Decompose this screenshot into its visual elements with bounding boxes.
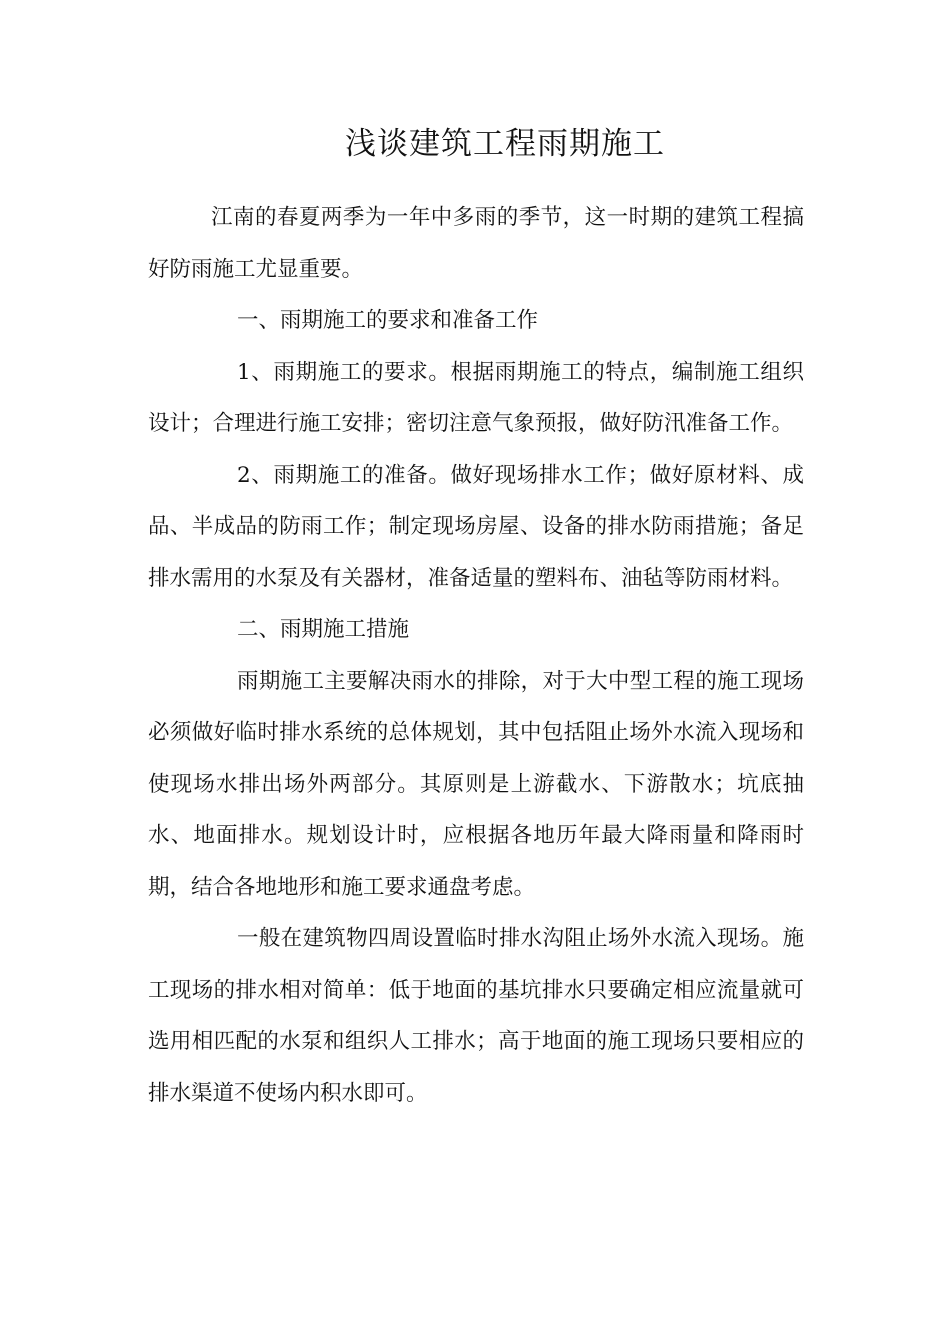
document-title: 浅谈建筑工程雨期施工 xyxy=(345,126,665,162)
paragraph-requirements: 1、雨期施工的要求。根据雨期施工的特点，编制施工组织设计；合理进行施工安排；密切注意气象预报，做好防汛准备工作。 xyxy=(148,359,804,436)
document-body xyxy=(148,192,804,1119)
paragraph-drainage-planning: 雨期施工主要解决雨水的排除，对于大中型工程的施工现场必须做好临时排水系统的总体规划，其中包括阻止场外水流入现场和使现场水排出场外两部分。其原则是上游截水、下游散水；坑底抽水、地面排水。规划设计时，应根据各地历年最大降雨量和降雨时期，结合各地地形和施工要求通盘考虑。 xyxy=(148,668,804,900)
section-heading-1: 一、雨期施工的要求和准备工作 xyxy=(237,308,539,333)
paragraph-intro: 江南的春夏两季为一年中多雨的季节，这一时期的建筑工程搞好防雨施工尤显重要。 xyxy=(148,205,804,282)
paragraph-drainage-ditch: 一般在建筑物四周设置临时排水沟阻止场外水流入现场。施工现场的排水相对简单：低于地面的基坑排水只要确定相应流量就可选用相匹配的水泵和组织人工排水；高于地面的施工现场只要相应的排水渠道不使场内积水即可。 xyxy=(148,926,804,1106)
paragraph-preparation: 2、雨期施工的准备。做好现场排水工作；做好原材料、成品、半成品的防雨工作；制定现场房屋、设备的排水防雨措施；备足排水需用的水泵及有关器材，准备适量的塑料布、油毡等防雨材料。 xyxy=(148,462,804,591)
section-heading-2: 二、雨期施工措施 xyxy=(237,617,410,642)
